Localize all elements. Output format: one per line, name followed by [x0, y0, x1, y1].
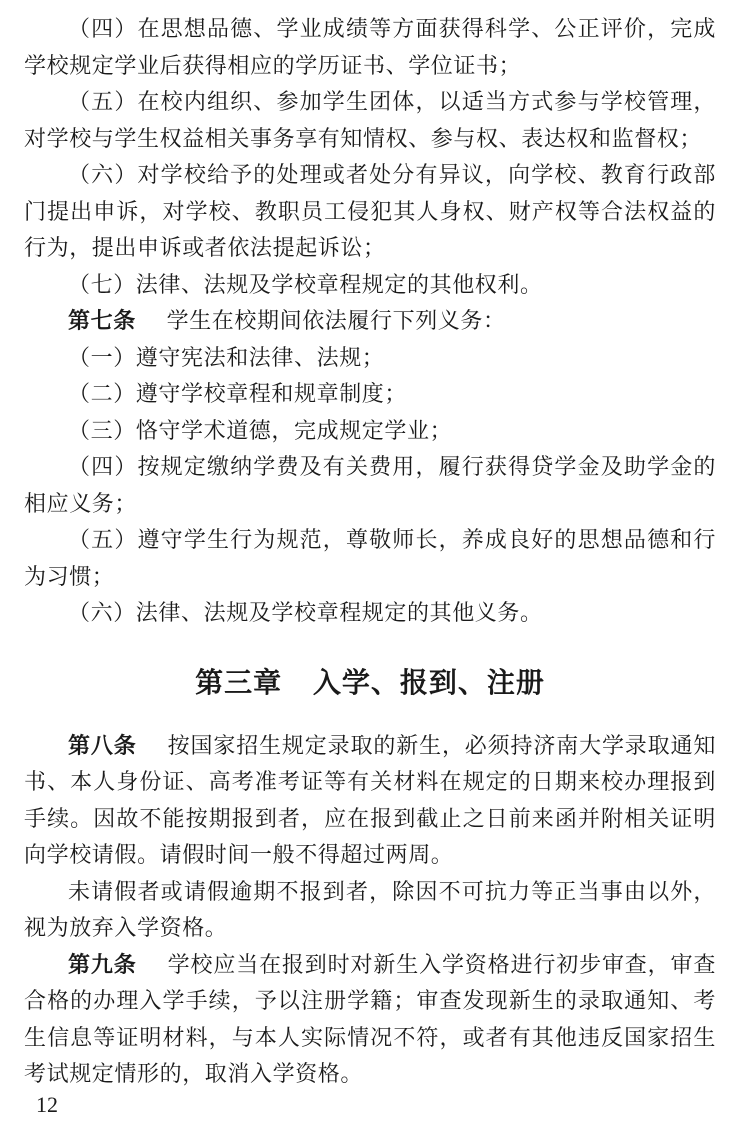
- paragraph-right-6: （六）对学校给予的处理或者处分有异议，向学校、教育行政部门提出申诉，对学校、教职员工侵犯其人身权、财产权等合法权益的行为，提出申诉或者依法提起诉讼；: [24, 163, 716, 261]
- duty-item-5: （五）遵守学生行为规范，尊敬师长，养成良好的思想品德和行为习惯；: [24, 528, 716, 590]
- article-7-heading: 第七条: [68, 309, 136, 334]
- paragraph-right-5: （五）在校内组织、参加学生团体，以适当方式参与学校管理，对学校与学生权益相关事务享有知情权、参与权、表达权和监督权；: [24, 90, 716, 152]
- page-number: 12: [36, 1092, 58, 1117]
- duty-item-3: （三）恪守学术道德，完成规定学业；: [68, 418, 453, 444]
- duty-item-1: （一）遵守宪法和法律、法规；: [68, 345, 385, 371]
- paragraph-right-4: （四）在思想品德、学业成绩等方面获得科学、公正评价，完成学校规定学业后获得相应的学历证书、学位证书；: [24, 17, 716, 79]
- chapter-number: 第三章: [195, 665, 283, 699]
- article-8-paragraph-2: 未请假者或请假逾期不报到者，除因不可抗力等正当事由以外，视为放弃入学资格。: [24, 879, 716, 941]
- article-8-text: 按国家招生规定录取的新生，必须持济南大学录取通知书、本人身份证、高考准考证等有关材料在规定的日期来校办理报到手续。因故不能按期报到者，应在报到截止之日前来函并附相关证明向学校请假。请假时间一般不得超过两周。: [24, 733, 716, 868]
- article-9-heading: 第九条: [68, 952, 137, 978]
- paragraph-right-7: （七）法律、法规及学校章程规定的其他权利。: [68, 272, 543, 298]
- article-8-heading: 第八条: [68, 733, 137, 759]
- article-7: [24, 304, 716, 341]
- document-page: [24, 12, 716, 1094]
- duty-item-4: （四）按规定缴纳学费及有关费用，履行获得贷学金及助学金的相应义务；: [24, 455, 716, 517]
- chapter-name: 入学、报到、注册: [312, 665, 545, 699]
- chapter-title: [24, 663, 716, 703]
- duty-item-2: （二）遵守学校章程和规章制度；: [68, 382, 408, 407]
- article-9-text: 学校应当在报到时对新生入学资格进行初步审查，审查合格的办理入学手续，予以注册学籍；审查发现新生的录取通知、考生信息等证明材料，与本人实际情况不符，或者有其他违反国家招生考试规定情形的，取消入学资格。: [24, 952, 716, 1087]
- article-7-text: 学生在校期间依法履行下列义务：: [166, 309, 506, 334]
- article-9: [24, 948, 716, 1094]
- duty-item-6: （六）法律、法规及学校章程规定的其他义务。: [68, 601, 543, 626]
- article-8: [24, 729, 716, 875]
